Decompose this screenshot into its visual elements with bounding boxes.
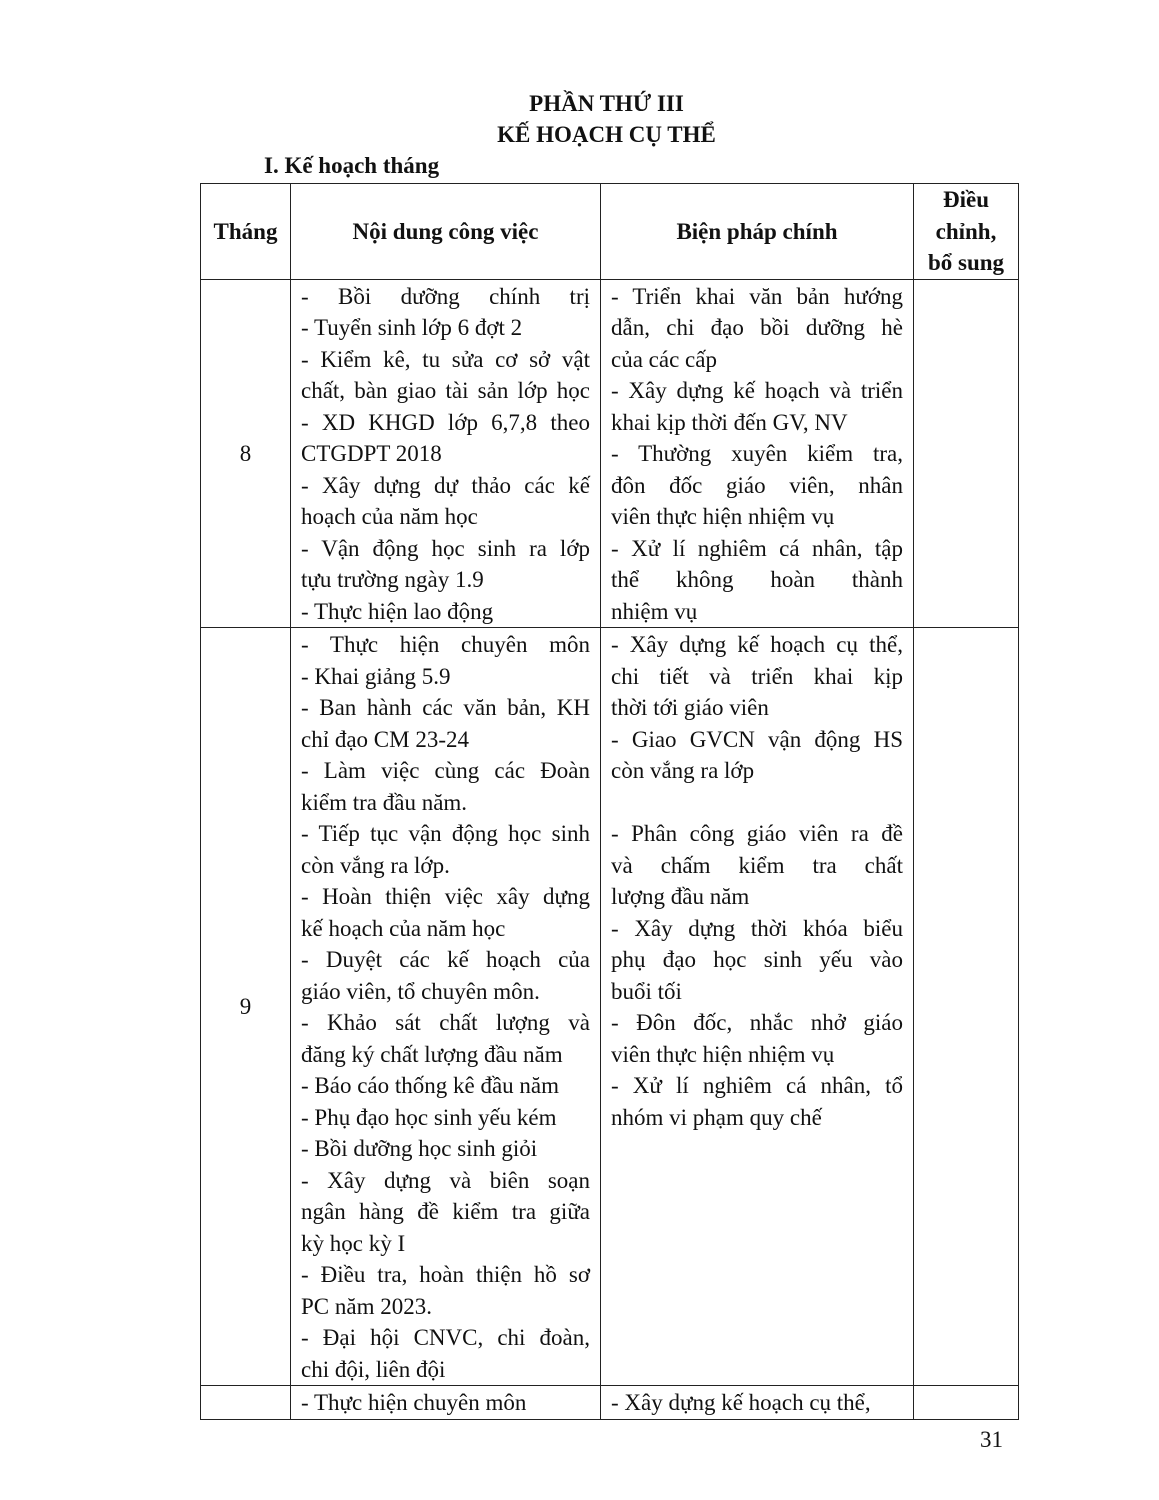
header-adjustment [914, 184, 1019, 280]
content-line: CTGDPT 2018 [301, 441, 442, 466]
measure-line: buổi tối [611, 978, 682, 1004]
content-line: - Điều tra, hoàn thiện hồ sơ [301, 1262, 590, 1287]
content-line: - Thực hiện chuyên môn [301, 632, 590, 657]
table-body [201, 279, 1019, 1419]
table-row [201, 279, 1019, 628]
blank-line [611, 787, 903, 819]
part-title: PHẦN THỨ III [529, 91, 684, 116]
content-line: đăng ký chất lượng đầu năm [301, 1041, 563, 1067]
content-line: - Hoàn thiện việc xây dựng [301, 884, 590, 909]
table-header-row [201, 184, 1019, 280]
measure-line: - Xây dựng thời khóa biểu [611, 915, 903, 941]
measures-cell [601, 279, 914, 628]
content-line: - Khảo sát chất lượng và [301, 1010, 590, 1035]
header-measures: Biện pháp chính [601, 184, 914, 280]
page-number: 31 [980, 1427, 1003, 1452]
content-line: hoạch của năm học [301, 504, 478, 529]
adjustment-cell [914, 1386, 1019, 1420]
adjustment-cell [914, 279, 1019, 628]
measure-line: - Xử lí nghiêm cá nhân, tổ [611, 1073, 903, 1098]
measure-line: - Xây dựng kế hoạch cụ thể, [611, 1390, 871, 1415]
month-cell [201, 1386, 291, 1420]
measure-line: - Triển khai văn bản hướng [611, 283, 903, 309]
content-line: - Ban hành các văn bản, KH [301, 695, 590, 720]
measure-line: còn vắng ra lớp [611, 758, 755, 783]
content-line: còn vắng ra lớp. [301, 852, 450, 878]
measure-line: chi tiết và triển khai kịp [611, 663, 903, 689]
content-line: - Tiếp tục vận động học sinh [301, 821, 590, 846]
content-cell [291, 1386, 601, 1420]
header-adjustment-line: Điều [943, 187, 989, 212]
content-line: chất, bàn giao tài sản lớp học [301, 378, 590, 403]
monthly-plan-table [200, 183, 1019, 1420]
content-line: - Đại hội CNVC, chi đoàn, [301, 1325, 590, 1350]
measure-line: - Phân công giáo viên ra đề [611, 821, 903, 846]
header-adjustment-line: chỉnh, [935, 218, 997, 244]
content-line: - Bồi dưỡng học sinh giỏi [301, 1136, 538, 1161]
measure-line: - Xây dựng kế hoạch và triển [611, 378, 903, 403]
measure-line: của các cấp [611, 346, 717, 372]
content-line: giáo viên, tổ chuyên môn. [301, 978, 540, 1004]
content-line: ngân hàng đề kiểm tra giữa [301, 1199, 590, 1224]
measure-line: nhiệm vụ [611, 598, 698, 624]
measure-line: - Thường xuyên kiểm tra, [611, 441, 903, 466]
measure-line: lượng đầu năm [611, 884, 750, 909]
content-line: - Xây dựng và biên soạn [301, 1167, 590, 1193]
plan-title: KẾ HOẠCH CỤ THỂ [497, 122, 716, 147]
header-adjustment-line: bổ sung [927, 250, 1005, 275]
measure-line: đôn đốc giáo viên, nhân [611, 472, 903, 498]
header-month: Tháng [201, 184, 291, 280]
content-line: - Làm việc cùng các Đoàn [301, 758, 590, 783]
measure-line: nhóm vi phạm quy chế [611, 1104, 822, 1130]
measure-line: thể không hoàn thành [611, 567, 903, 592]
measure-line: - Xử lí nghiêm cá nhân, tập [611, 535, 903, 561]
content-line: kiểm tra đầu năm. [301, 789, 468, 815]
content-line: - Xây dựng dự thảo các kế [301, 472, 590, 498]
content-line: PC năm 2023. [301, 1293, 432, 1319]
content-line: kỳ học kỳ I [301, 1230, 406, 1256]
content-line: - Bồi dưỡng chính trị [301, 283, 590, 309]
measure-line: phụ đạo học sinh yếu vào [611, 947, 903, 972]
content-line: - Duyệt các kế hoạch của [301, 947, 590, 972]
measure-line: dẫn, chi đạo bồi dưỡng hè [611, 315, 903, 340]
measure-line: viên thực hiện nhiệm vụ [611, 1041, 835, 1067]
section-heading: I. Kế hoạch tháng [264, 153, 440, 178]
content-line: chỉ đạo CM 23-24 [301, 726, 470, 752]
content-cell [291, 628, 601, 1386]
measure-line: - Xây dựng kế hoạch cụ thể, [611, 632, 903, 657]
header-content: Nội dung công việc [291, 184, 601, 280]
measures-cell [601, 1386, 914, 1420]
measures-cell [601, 628, 914, 1386]
table-row [201, 1386, 1019, 1420]
content-line: kế hoạch của năm học [301, 915, 506, 941]
month-cell: 8 [201, 279, 291, 628]
content-line: - Thực hiện chuyên môn [301, 1390, 527, 1415]
measure-line: - Giao GVCN vận động HS [611, 726, 903, 752]
measure-line: viên thực hiện nhiệm vụ [611, 504, 835, 529]
measure-line: - Đôn đốc, nhắc nhở giáo [611, 1010, 903, 1035]
content-line: - Phụ đạo học sinh yếu kém [301, 1104, 557, 1130]
measure-line: và chấm kiểm tra chất [611, 852, 903, 878]
month-cell: 9 [201, 628, 291, 1386]
content-line: - Kiểm kê, tu sửa cơ sở vật [301, 346, 590, 372]
table-row [201, 628, 1019, 1386]
content-line: - Thực hiện lao động [301, 598, 494, 624]
content-line: - Tuyển sinh lớp 6 đợt 2 [301, 315, 523, 340]
adjustment-cell [914, 628, 1019, 1386]
content-line: - XD KHGD lớp 6,7,8 theo [301, 409, 590, 435]
measure-line: thời tới giáo viên [611, 695, 769, 720]
content-line: - Vận động học sinh ra lớp [301, 535, 590, 561]
measure-line: khai kịp thời đến GV, NV [611, 409, 848, 435]
content-line: - Báo cáo thống kê đầu năm [301, 1073, 560, 1098]
content-cell [291, 279, 601, 628]
content-line: chi đội, liên đội [301, 1356, 446, 1382]
content-line: tựu trường ngày 1.9 [301, 567, 484, 592]
content-line: - Khai giảng 5.9 [301, 663, 451, 689]
